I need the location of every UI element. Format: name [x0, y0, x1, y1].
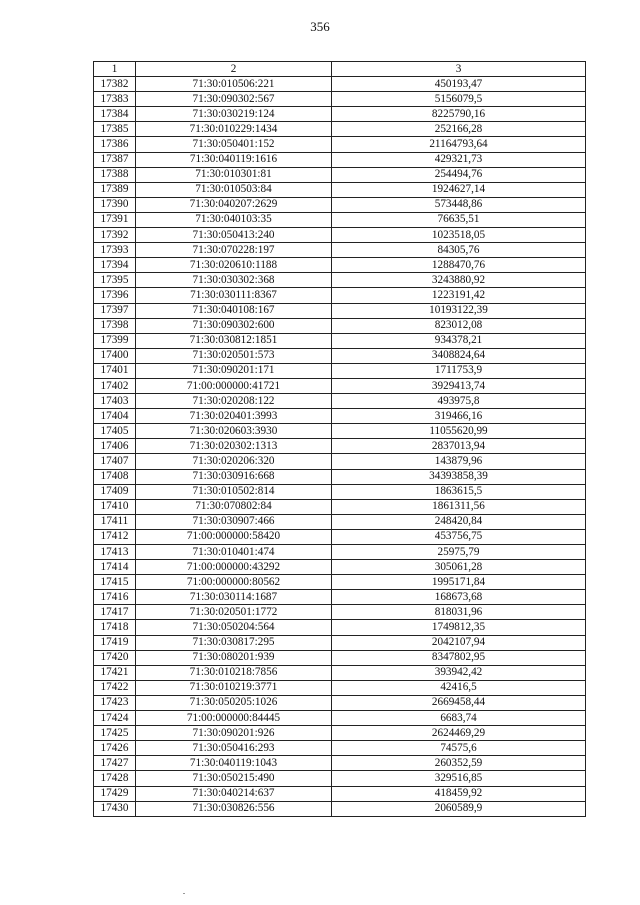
cadastral-value-cell: 1861311,56: [332, 499, 586, 514]
cadastral-number-cell: 71:30:040207:2629: [136, 197, 332, 212]
cadastral-value-cell: 143879,96: [332, 454, 586, 469]
table-row: [94, 650, 586, 665]
cadastral-value-cell: 453756,75: [332, 529, 586, 544]
cadastral-number-cell: 71:30:070228:197: [136, 243, 332, 258]
cadastral-number-cell: 71:30:020302:1313: [136, 439, 332, 454]
cadastral-value-cell: 42416,5: [332, 680, 586, 695]
cadastral-number-cell: 71:30:020206:320: [136, 454, 332, 469]
row-number-cell: 17383: [94, 92, 136, 107]
row-number-cell: 17429: [94, 786, 136, 801]
cadastral-number-cell: 71:30:080201:939: [136, 650, 332, 665]
cadastral-value-cell: 305061,28: [332, 560, 586, 575]
table-row: [94, 635, 586, 650]
cadastral-value-cell: 393942,42: [332, 665, 586, 680]
cadastral-number-cell: 71:30:020401:3993: [136, 409, 332, 424]
cadastral-value-cell: 252166,28: [332, 122, 586, 137]
cadastral-value-cell: 84305,76: [332, 243, 586, 258]
table-header: [94, 62, 586, 77]
table-row: [94, 348, 586, 363]
cadastral-number-cell: 71:30:010503:84: [136, 182, 332, 197]
table-row: [94, 454, 586, 469]
cadastral-number-cell: 71:30:040119:1043: [136, 756, 332, 771]
row-number-cell: 17389: [94, 182, 136, 197]
cadastral-number-cell: 71:30:010301:81: [136, 167, 332, 182]
cadastral-number-cell: 71:30:010229:1434: [136, 122, 332, 137]
row-number-cell: 17394: [94, 258, 136, 273]
cadastral-value-cell: 248420,84: [332, 514, 586, 529]
row-number-cell: 17422: [94, 680, 136, 695]
cadastral-number-cell: 71:30:030219:124: [136, 107, 332, 122]
row-number-cell: 17430: [94, 801, 136, 816]
cadastral-number-cell: 71:00:000000:43292: [136, 560, 332, 575]
cadastral-value-cell: 450193,47: [332, 77, 586, 92]
header-row: [94, 62, 586, 77]
cadastral-value-cell: 2042107,94: [332, 635, 586, 650]
cadastral-value-cell: 76635,51: [332, 212, 586, 227]
cadastral-number-cell: 71:30:040108:167: [136, 303, 332, 318]
cadastral-number-cell: 71:30:090302:567: [136, 92, 332, 107]
column-header-2: 2: [136, 62, 332, 77]
table-row: [94, 333, 586, 348]
cadastral-value-cell: 3243880,92: [332, 273, 586, 288]
row-number-cell: 17415: [94, 575, 136, 590]
cadastral-value-cell: 573448,86: [332, 197, 586, 212]
row-number-cell: 17390: [94, 197, 136, 212]
cadastral-value-cell: 2837013,94: [332, 439, 586, 454]
table-row: [94, 77, 586, 92]
cadastral-value-cell: 6683,74: [332, 711, 586, 726]
cadastral-number-cell: 71:30:040119:1616: [136, 152, 332, 167]
cadastral-number-cell: 71:30:010401:474: [136, 545, 332, 560]
row-number-cell: 17421: [94, 665, 136, 680]
cadastral-value-cell: 10193122,39: [332, 303, 586, 318]
row-number-cell: 17423: [94, 695, 136, 710]
table-row: [94, 137, 586, 152]
cadastral-value-cell: 418459,92: [332, 786, 586, 801]
table-row: [94, 122, 586, 137]
row-number-cell: 17420: [94, 650, 136, 665]
cadastral-number-cell: 71:30:020603:3930: [136, 424, 332, 439]
cadastral-value-cell: 1749812,35: [332, 620, 586, 635]
cadastral-number-cell: 71:30:050215:490: [136, 771, 332, 786]
cadastral-number-cell: 71:30:030916:668: [136, 469, 332, 484]
table-row: [94, 620, 586, 635]
row-number-cell: 17409: [94, 484, 136, 499]
table-row: [94, 529, 586, 544]
table-row: [94, 288, 586, 303]
cadastral-number-cell: 71:30:030302:368: [136, 273, 332, 288]
table-row: [94, 363, 586, 378]
cadastral-value-cell: 934378,21: [332, 333, 586, 348]
cadastral-number-cell: 71:30:050205:1026: [136, 695, 332, 710]
row-number-cell: 17398: [94, 318, 136, 333]
cadastral-number-cell: 71:00:000000:80562: [136, 575, 332, 590]
row-number-cell: 17391: [94, 212, 136, 227]
row-number-cell: 17397: [94, 303, 136, 318]
row-number-cell: 17419: [94, 635, 136, 650]
cadastral-value-cell: 2060589,9: [332, 801, 586, 816]
table-row: [94, 695, 586, 710]
cadastral-value-cell: 1924627,14: [332, 182, 586, 197]
cadastral-number-cell: 71:30:010218:7856: [136, 665, 332, 680]
cadastral-number-cell: 71:30:010506:221: [136, 77, 332, 92]
row-number-cell: 17402: [94, 378, 136, 393]
page-number: 356: [310, 19, 330, 34]
cadastral-value-cell: 3408824,64: [332, 348, 586, 363]
cadastral-value-cell: 319466,16: [332, 409, 586, 424]
cadastral-value-cell: 260352,59: [332, 756, 586, 771]
column-header-1: 1: [94, 62, 136, 77]
table-row: [94, 394, 586, 409]
cadastral-number-cell: 71:30:010219:3771: [136, 680, 332, 695]
cadastral-number-cell: 71:30:090201:171: [136, 363, 332, 378]
table-row: [94, 258, 586, 273]
table-row: [94, 378, 586, 393]
table-row: [94, 771, 586, 786]
row-number-cell: 17425: [94, 726, 136, 741]
row-number-cell: 17382: [94, 77, 136, 92]
table-row: [94, 726, 586, 741]
table-row: [94, 243, 586, 258]
cadastral-number-cell: 71:30:030826:556: [136, 801, 332, 816]
table-row: [94, 303, 586, 318]
table-body: [94, 77, 586, 817]
row-number-cell: 17384: [94, 107, 136, 122]
table-row: [94, 212, 586, 227]
row-number-cell: 17417: [94, 605, 136, 620]
cadastral-number-cell: 71:30:020501:573: [136, 348, 332, 363]
table-row: [94, 107, 586, 122]
cadastral-value-cell: 493975,8: [332, 394, 586, 409]
cadastral-number-cell: 71:30:030817:295: [136, 635, 332, 650]
cadastral-value-cell: 25975,79: [332, 545, 586, 560]
table-row: [94, 318, 586, 333]
row-number-cell: 17385: [94, 122, 136, 137]
cadastral-value-cell: 8225790,16: [332, 107, 586, 122]
cadastral-number-cell: 71:30:020610:1188: [136, 258, 332, 273]
row-number-cell: 17395: [94, 273, 136, 288]
cadastral-number-cell: 71:30:040103:35: [136, 212, 332, 227]
cadastral-value-cell: 329516,85: [332, 771, 586, 786]
row-number-cell: 17399: [94, 333, 136, 348]
cadastral-number-cell: 71:30:030907:466: [136, 514, 332, 529]
table-row: [94, 439, 586, 454]
row-number-cell: 17416: [94, 590, 136, 605]
scan-speck: [183, 893, 185, 894]
row-number-cell: 17386: [94, 137, 136, 152]
row-number-cell: 17392: [94, 228, 136, 243]
cadastral-value-cell: 34393858,39: [332, 469, 586, 484]
row-number-cell: 17426: [94, 741, 136, 756]
cadastral-number-cell: 71:30:050416:293: [136, 741, 332, 756]
cadastral-number-cell: 71:00:000000:41721: [136, 378, 332, 393]
table-row: [94, 469, 586, 484]
cadastral-value-cell: 8347802,95: [332, 650, 586, 665]
table-row: [94, 484, 586, 499]
cadastral-value-cell: 823012,08: [332, 318, 586, 333]
row-number-cell: 17408: [94, 469, 136, 484]
table-row: [94, 273, 586, 288]
cadastral-number-cell: 71:30:050413:240: [136, 228, 332, 243]
row-number-cell: 17407: [94, 454, 136, 469]
table-row: [94, 424, 586, 439]
table-row: [94, 92, 586, 107]
cadastral-value-cell: 21164793,64: [332, 137, 586, 152]
table-row: [94, 680, 586, 695]
table-row: [94, 665, 586, 680]
row-number-cell: 17427: [94, 756, 136, 771]
cadastral-value-cell: 818031,96: [332, 605, 586, 620]
table-row: [94, 152, 586, 167]
cadastral-value-cell: 5156079,5: [332, 92, 586, 107]
row-number-cell: 17393: [94, 243, 136, 258]
cadastral-value-cell: 1711753,9: [332, 363, 586, 378]
cadastral-value-cell: 168673,68: [332, 590, 586, 605]
column-header-3: 3: [332, 62, 586, 77]
row-number-cell: 17387: [94, 152, 136, 167]
row-number-cell: 17414: [94, 560, 136, 575]
cadastral-value-cell: 254494,76: [332, 167, 586, 182]
table-row: [94, 409, 586, 424]
cadastral-number-cell: 71:30:090201:926: [136, 726, 332, 741]
cadastral-value-cell: 1023518,05: [332, 228, 586, 243]
table-row: [94, 801, 586, 816]
cadastral-number-cell: 71:30:030111:8367: [136, 288, 332, 303]
row-number-cell: 17403: [94, 394, 136, 409]
cadastral-number-cell: 71:30:010502:814: [136, 484, 332, 499]
table-row: [94, 514, 586, 529]
row-number-cell: 17405: [94, 424, 136, 439]
cadastral-number-cell: 71:00:000000:84445: [136, 711, 332, 726]
cadastral-value-cell: 1995171,84: [332, 575, 586, 590]
cadastral-number-cell: 71:00:000000:58420: [136, 529, 332, 544]
cadastral-number-cell: 71:30:030812:1851: [136, 333, 332, 348]
cadastral-number-cell: 71:30:040214:637: [136, 786, 332, 801]
table-row: [94, 786, 586, 801]
cadastral-value-cell: 11055620,99: [332, 424, 586, 439]
cadastral-value-cell: 2624469,29: [332, 726, 586, 741]
cadastral-value-cell: 3929413,74: [332, 378, 586, 393]
cadastral-number-cell: 71:30:020501:1772: [136, 605, 332, 620]
table-row: [94, 167, 586, 182]
cadastral-value-cell: 429321,73: [332, 152, 586, 167]
table-row: [94, 741, 586, 756]
row-number-cell: 17401: [94, 363, 136, 378]
table-row: [94, 575, 586, 590]
table-row: [94, 499, 586, 514]
table-row: [94, 756, 586, 771]
row-number-cell: 17424: [94, 711, 136, 726]
cadastral-value-table: [93, 61, 586, 817]
row-number-cell: 17396: [94, 288, 136, 303]
row-number-cell: 17418: [94, 620, 136, 635]
row-number-cell: 17428: [94, 771, 136, 786]
table-row: [94, 711, 586, 726]
row-number-cell: 17411: [94, 514, 136, 529]
table-row: [94, 605, 586, 620]
cadastral-number-cell: 71:30:070802:84: [136, 499, 332, 514]
cadastral-number-cell: 71:30:030114:1687: [136, 590, 332, 605]
cadastral-value-cell: 1863615,5: [332, 484, 586, 499]
row-number-cell: 17388: [94, 167, 136, 182]
cadastral-value-cell: 1288470,76: [332, 258, 586, 273]
row-number-cell: 17400: [94, 348, 136, 363]
row-number-cell: 17412: [94, 529, 136, 544]
table-row: [94, 560, 586, 575]
table-row: [94, 197, 586, 212]
cadastral-number-cell: 71:30:050401:152: [136, 137, 332, 152]
row-number-cell: 17410: [94, 499, 136, 514]
cadastral-value-cell: 2669458,44: [332, 695, 586, 710]
cadastral-value-cell: 74575,6: [332, 741, 586, 756]
row-number-cell: 17413: [94, 545, 136, 560]
table-row: [94, 182, 586, 197]
table-row: [94, 590, 586, 605]
table-row: [94, 228, 586, 243]
cadastral-number-cell: 71:30:090302:600: [136, 318, 332, 333]
row-number-cell: 17404: [94, 409, 136, 424]
cadastral-number-cell: 71:30:020208:122: [136, 394, 332, 409]
row-number-cell: 17406: [94, 439, 136, 454]
table-row: [94, 545, 586, 560]
cadastral-number-cell: 71:30:050204:564: [136, 620, 332, 635]
cadastral-value-cell: 1223191,42: [332, 288, 586, 303]
